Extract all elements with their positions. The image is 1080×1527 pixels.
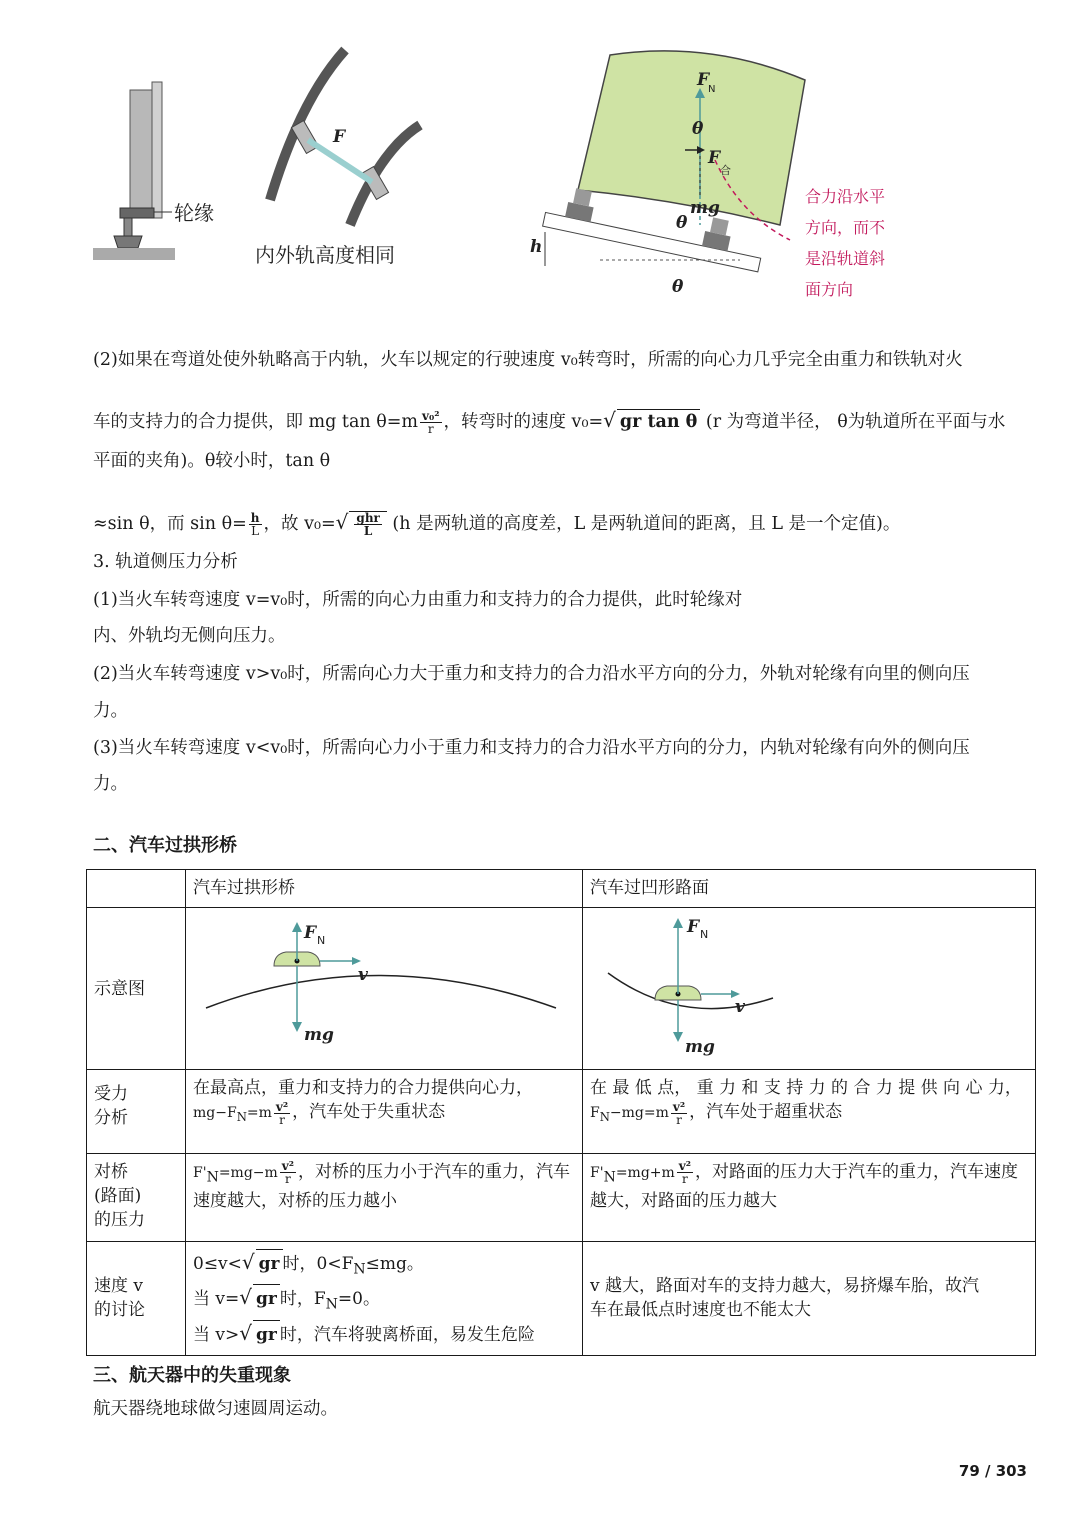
para2-line1: (2)如果在弯道处使外轨略高于内轨，火车以规定的行驶速度 v₀转弯时，所需的向心力几乎完全由重力和铁轨对火	[93, 350, 963, 370]
fraction: $\frac{\text{v₀²}}{r}$	[422, 409, 440, 436]
table-row	[87, 908, 1036, 1070]
banked-train-diagram	[530, 51, 885, 299]
svg-text:F: F	[304, 923, 317, 943]
svg-text:mg: mg	[685, 1037, 715, 1057]
section-space-text: 航天器绕地球做匀速圆周运动。	[93, 1399, 338, 1419]
svg-text:N: N	[708, 84, 716, 95]
convex-bridge-figure	[186, 908, 581, 1062]
section3-p2b: 力。	[93, 701, 128, 721]
svg-text:合: 合	[720, 164, 731, 177]
svg-text:mg: mg	[304, 1025, 334, 1045]
row-label: 受力 分析	[87, 1070, 186, 1154]
svg-text:合力沿水平: 合力沿水平	[805, 187, 886, 206]
wheel-diagram	[93, 82, 214, 260]
svg-text:θ: θ	[672, 277, 684, 297]
para2-line4: ≈sin θ，而 sin θ= $\frac{h}{L}$ ，故 v₀=√ $\frac{\text{ghr}}{L}$ (h 是两轨道的高度差，L 是两轨道间的距离，且 L 是一个定值)。	[93, 510, 901, 538]
section-car-title: 二、汽车过拱形桥	[93, 835, 237, 856]
top-figure	[0, 30, 1080, 310]
svg-text:mg: mg	[690, 198, 720, 218]
table-row: 对桥 (路面) 的压力 $F'_N=mg-m$ $\frac{\text{v²}}{r}$ ，对桥的压力小于汽车的重力，汽车 速度越大，对桥的压力越小 $F'_N=mg+m$ $\frac{\text{v²}}{r}$ ，对路面的压力大于汽车的重力，汽车速度 越大，对路面的压力越大	[87, 1154, 1036, 1242]
svg-text:θ: θ	[692, 119, 704, 139]
section-space-title: 三、航天器中的失重现象	[93, 1365, 291, 1386]
section3-p1b: 内、外轨均无侧向压力。	[93, 626, 286, 646]
table-row	[87, 870, 1036, 908]
section3-p3b: 力。	[93, 774, 128, 794]
svg-text:是沿轨道斜: 是沿轨道斜	[805, 249, 886, 268]
row-label: 对桥 (路面) 的压力	[87, 1154, 186, 1242]
car-bridge-table	[86, 869, 1036, 1356]
header-convex: 汽车过拱形桥	[186, 870, 583, 908]
curved-rails-diagram	[255, 50, 420, 267]
section3-p3a: (3)当火车转弯速度 v<v₀时，所需向心力小于重力和支持力的合力沿水平方向的分力，内轨对轮缘有向外的侧向压	[93, 738, 970, 758]
svg-text:v: v	[735, 997, 745, 1017]
row-label: 示意图	[87, 908, 186, 1070]
header-concave: 汽车过凹形路面	[583, 870, 1036, 908]
svg-text:v: v	[358, 965, 368, 985]
svg-text:方向，而不: 方向，而不	[805, 218, 886, 237]
svg-text:N: N	[317, 934, 326, 947]
svg-text:轮缘: 轮缘	[174, 201, 214, 225]
page-number: 79 / 303	[958, 1462, 1027, 1480]
section3-title: 3. 轨道侧压力分析	[93, 552, 238, 572]
para2-line3: 平面的夹角)。θ较小时，tan θ	[93, 451, 331, 471]
svg-text:F: F	[687, 917, 700, 937]
concave-road-figure	[583, 908, 1033, 1062]
svg-text:面方向: 面方向	[805, 280, 854, 299]
svg-text:内外轨高度相同: 内外轨高度相同	[255, 243, 395, 267]
svg-text:F: F	[333, 127, 346, 147]
row-label: 速度 v 的讨论	[87, 1242, 186, 1356]
svg-text:F: F	[697, 70, 710, 90]
table-row: 受力 分析 在最高点，重力和支持力的合力提供向心力， $mg-F_N=m$ $\frac{\text{v²}}{r}$ ，汽车处于失重状态 在 最 低 点， 重 力 和 支 持 力 的 合 力 提 供 向 心 力， $F_N-mg=m$ $\frac{\text{v²}}{r}$ ，汽车处于超重状态	[87, 1070, 1036, 1154]
section3-p1a: (1)当火车转弯速度 v=v₀时，所需的向心力由重力和支持力的合力提供，此时轮缘对	[93, 590, 743, 610]
svg-text:θ: θ	[676, 213, 688, 233]
svg-text:F: F	[708, 148, 721, 168]
section3-p2a: (2)当火车转弯速度 v>v₀时，所需向心力大于重力和支持力的合力沿水平方向的分力，外轨对轮缘有向里的侧向压	[93, 664, 970, 684]
para2-line2: 车的支持力的合力提供，即 mg tan θ=m $\frac{\text{v₀²}}{r}$ ，转弯时的速度 v₀=√ gr tan θ (r 为弯道半径， θ为轨道所在平面与水	[93, 408, 1006, 436]
table-row: 速度 v 的讨论 0≤v<√ gr 时，$0<F_N\le mg$。 当 v=√ gr 时，$F_N=0$。 当 v>√ gr 时，汽车将驶离桥面，易发生危险 v 越大，路面对车的支持力越大，易挤爆车胎，故汽 车在最低点时速度也不能太大	[87, 1242, 1036, 1356]
svg-text:h: h	[530, 237, 543, 257]
svg-text:N: N	[700, 928, 709, 941]
